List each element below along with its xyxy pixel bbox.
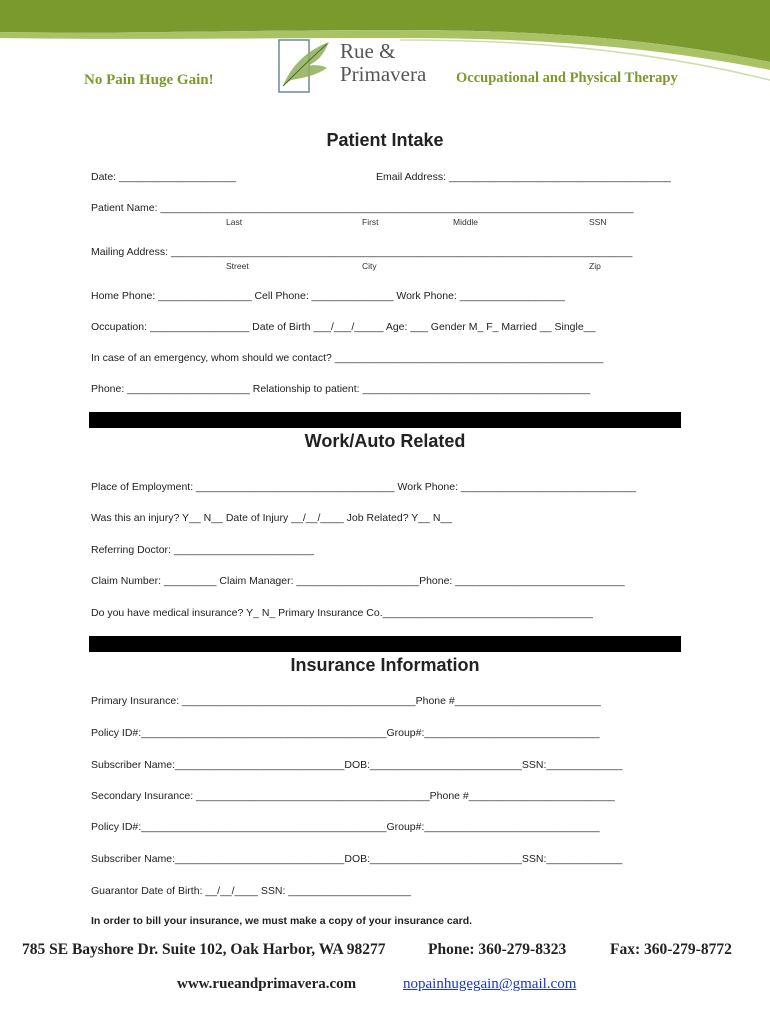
policy-id-row[interactable]: Policy ID#:__________________________________________Group#:______________________________ — [91, 727, 600, 739]
leaf-logo-icon — [277, 36, 333, 96]
subscriber-row[interactable]: Subscriber Name:_____________________________DOB:__________________________SSN:_____________ — [91, 759, 623, 771]
insurance-title: Insurance Information — [290, 655, 480, 675]
patient-name-field[interactable]: Patient Name: _________________________________________________________________________________ — [91, 202, 634, 214]
footer-phone: Phone: 360-279-8323 — [428, 941, 567, 958]
secondary-insurance-row[interactable]: Secondary Insurance: ________________________________________Phone #_________________________ — [91, 790, 615, 802]
employment-row[interactable]: Place of Employment: __________________________________ Work Phone: ______________________________ — [91, 481, 637, 493]
patient-intake-title: Patient Intake — [326, 130, 444, 150]
claim-row[interactable]: Claim Number: _________ Claim Manager: _____________________Phone: _____________________________ — [91, 575, 625, 587]
label-first: First — [362, 217, 379, 227]
medical-insurance-row[interactable]: Do you have medical insurance? Y_ N_ Primary Insurance Co.____________________________________ — [91, 607, 593, 619]
policy-id-row-2[interactable]: Policy ID#:__________________________________________Group#:______________________________ — [91, 821, 600, 833]
footer-address: 785 SE Bayshore Dr. Suite 102, Oak Harbor, WA 98277 — [22, 941, 386, 958]
phone-fields-row[interactable]: Home Phone: ________________ Cell Phone: ______________ Work Phone: __________________ — [91, 290, 565, 302]
section-divider — [89, 636, 681, 652]
tagline-right: Occupational and Physical Therapy — [456, 70, 678, 86]
label-street: Street — [226, 261, 249, 271]
date-field[interactable]: Date: ____________________ — [91, 171, 236, 183]
label-ssn: SSN — [589, 217, 607, 227]
guarantor-row[interactable]: Guarantor Date of Birth: __/__/____ SSN: _____________________ — [91, 885, 411, 897]
emergency-contact-field[interactable]: In case of an emergency, whom should we contact? ______________________________________________ — [91, 352, 604, 364]
insurance-card-note: In order to bill your insurance, we must make a copy of your insurance card. — [91, 915, 473, 927]
label-last: Last — [226, 217, 243, 227]
phone-relationship-row[interactable]: Phone: _____________________ Relationship to patient: _______________________________________ — [91, 383, 591, 395]
logo-wordmark — [340, 40, 426, 86]
label-city: City — [362, 261, 377, 271]
work-auto-title: Work/Auto Related — [304, 431, 466, 451]
tagline-left: No Pain Huge Gain! — [84, 72, 214, 88]
footer-fax: Fax: 360-279-8772 — [610, 941, 732, 958]
occupation-row[interactable]: Occupation: _________________ Date of Birth ___/___/_____ Age: ___ Gender M_ F_ Married __ Single__ — [91, 321, 596, 333]
subscriber-row-2[interactable]: Subscriber Name:_____________________________DOB:__________________________SSN:_____________ — [91, 853, 623, 865]
email-field[interactable]: Email Address: ______________________________________ — [376, 171, 671, 183]
label-middle: Middle — [453, 217, 479, 227]
logo-line-2: Primavera — [340, 62, 427, 86]
primary-insurance-row[interactable]: Primary Insurance: ________________________________________Phone #_________________________ — [91, 695, 601, 707]
logo-line-1: Rue & — [340, 39, 396, 63]
referring-doctor-field[interactable]: Referring Doctor: ________________________ — [91, 544, 315, 556]
injury-row[interactable]: Was this an injury? Y__ N__ Date of Injury __/__/____ Job Related? Y__ N__ — [91, 512, 453, 524]
footer-email-link[interactable]: nopainhugegain@gmail.com — [403, 976, 577, 992]
mailing-address-field[interactable]: Mailing Address: _______________________________________________________________________________ — [91, 246, 633, 258]
section-divider — [89, 412, 681, 428]
label-zip: Zip — [589, 261, 601, 271]
footer-website[interactable]: www.rueandprimavera.com — [177, 976, 357, 992]
